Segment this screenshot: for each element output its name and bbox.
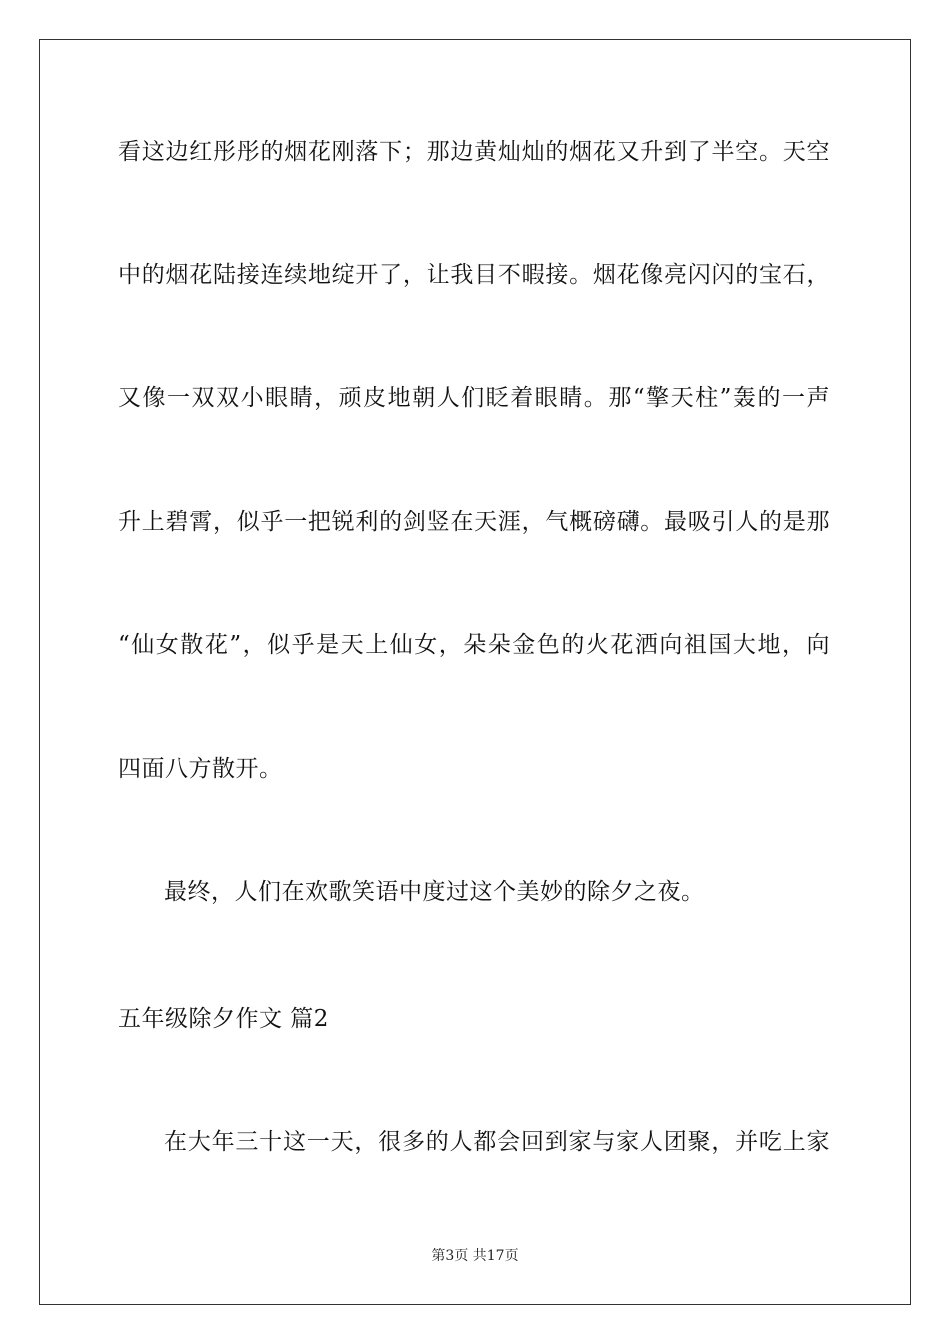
body-text-line: 看这边红彤彤的烟花刚落下；那边黄灿灿的烟花又升到了半空。天空 <box>118 139 830 165</box>
body-text-line: 四面八方散开。 <box>118 756 283 782</box>
section-heading: 五年级除夕作文 篇2 <box>118 1006 329 1032</box>
page-border <box>39 39 911 1305</box>
body-text-line: 中的烟花陆接连续地绽开了，让我目不暇接。烟花像亮闪闪的宝石， <box>118 262 830 288</box>
closing-paragraph: 最终，人们在欢歌笑语中度过这个美妙的除夕之夜。 <box>164 879 705 905</box>
body-text-line: 又像一双双小眼睛，顽皮地朝人们眨着眼睛。那“擎天柱”轰的一声 <box>118 385 830 411</box>
paragraph-first-line: 在大年三十这一天，很多的人都会回到家与家人团聚，并吃上家 <box>164 1129 830 1155</box>
body-text-line: “仙女散花”，似乎是天上仙女，朵朵金色的火花洒向祖国大地，向 <box>118 632 830 658</box>
page-number-footer: 第3页 共17页 <box>431 1248 519 1264</box>
body-text-line: 升上碧霄，似乎一把锐利的剑竖在天涯，气概磅礴。最吸引人的是那 <box>118 509 830 535</box>
